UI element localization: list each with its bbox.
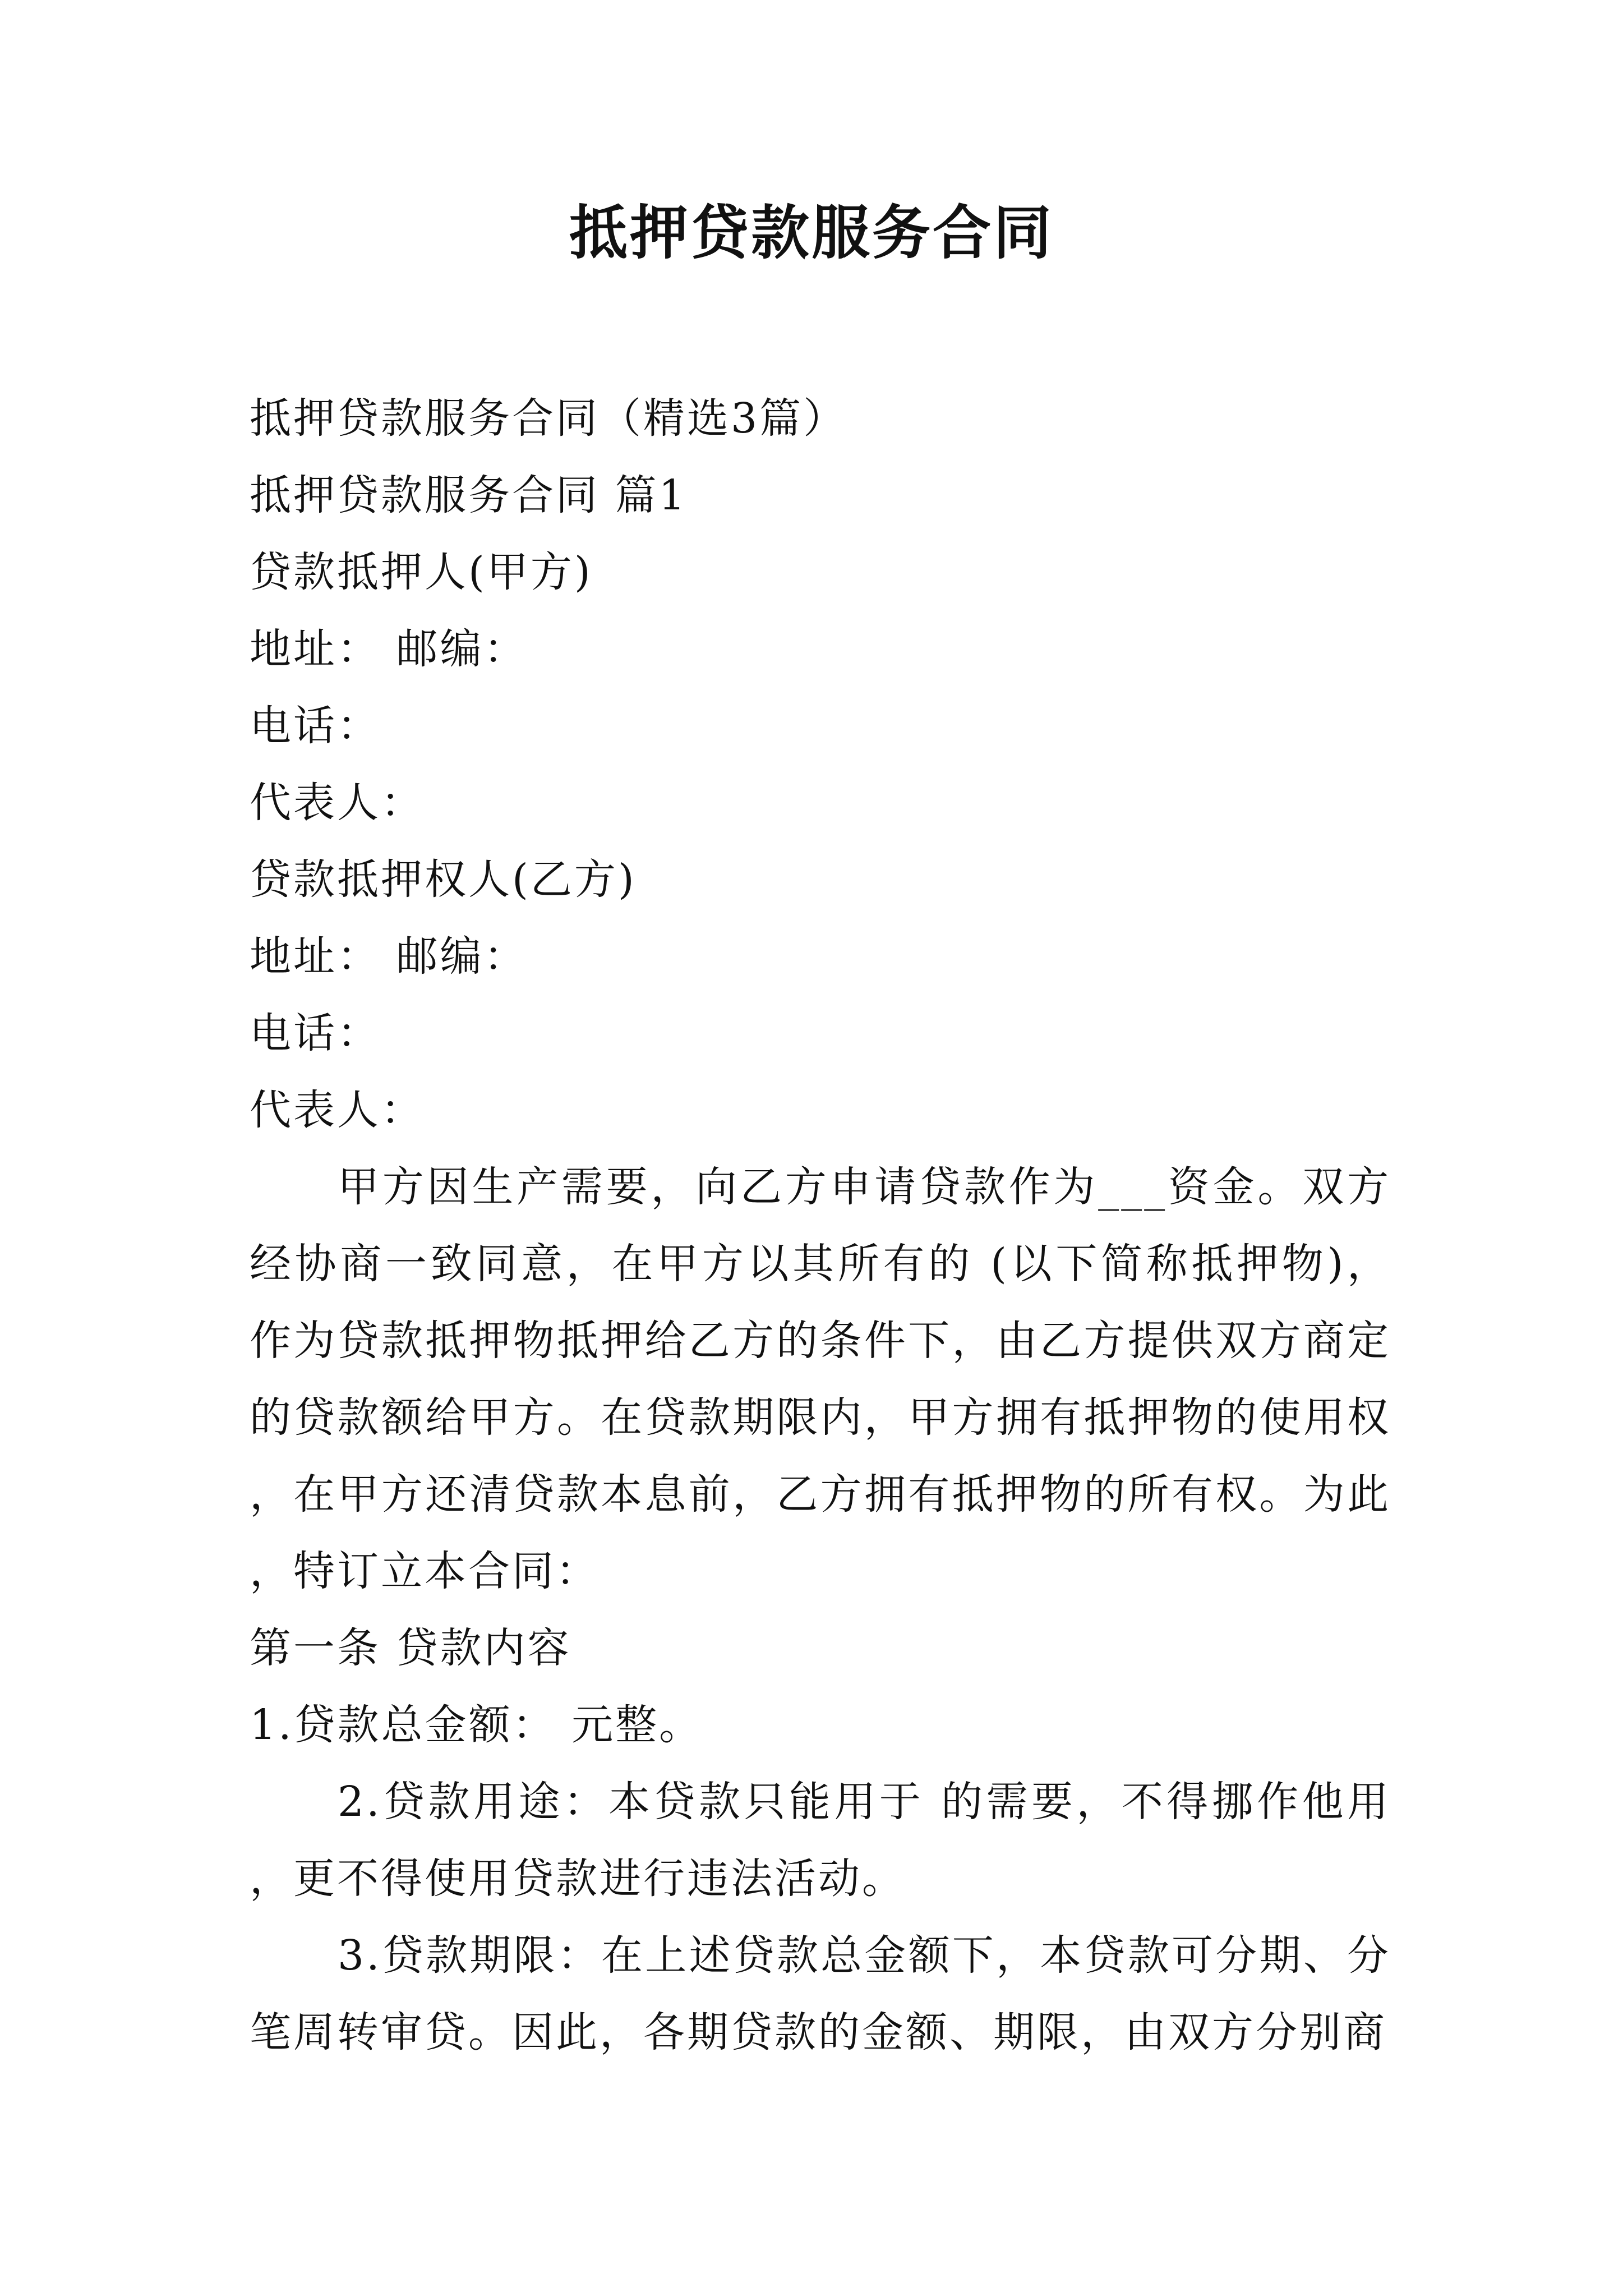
- party-b-phone: 电话：: [250, 1009, 381, 1057]
- subtitle-line: 抵押贷款服务合同（精选3篇）: [250, 394, 847, 443]
- part-heading: 抵押贷款服务合同 篇1: [250, 471, 688, 519]
- party-a-address: 地址： 邮编：: [250, 625, 528, 673]
- document-body: [250, 380, 1391, 2071]
- party-a-line: 贷款抵押人(甲方): [250, 548, 593, 596]
- document-title: 抵押贷款服务合同: [569, 198, 1054, 267]
- clause-2: 2.贷款用途：本贷款只能用于 的需要，不得挪作他用，更不得使用贷款进行违法活动。: [250, 1778, 1391, 1903]
- article-1-heading: 第一条 贷款内容: [250, 1624, 571, 1672]
- party-a-phone: 电话：: [250, 702, 381, 750]
- party-a-representative: 代表人：: [250, 779, 425, 827]
- party-b-representative: 代表人：: [250, 1086, 425, 1134]
- party-b-line: 贷款抵押权人(乙方): [250, 855, 637, 904]
- clause-1: 1.贷款总金额： 元整。: [250, 1701, 703, 1749]
- clause-3: 3.贷款期限：在上述贷款总金额下，本贷款可分期、分笔周转审贷。因此，各期贷款的金额、期限，由双方分别商: [250, 1931, 1391, 2056]
- intro-paragraph: 甲方因生产需要，向乙方申请贷款作为___资金。双方经协商一致同意，在甲方以其所有的 (以下简称抵押物)，作为贷款抵押物抵押给乙方的条件下，由乙方提供双方商定的贷款额给甲方。在贷款期限内，甲方拥有抵押物的使用权，在甲方还清贷款本息前，乙方拥有抵押物的所有权。为此，特订立本合同：: [250, 1163, 1391, 1595]
- party-b-address: 地址： 邮编：: [250, 932, 528, 981]
